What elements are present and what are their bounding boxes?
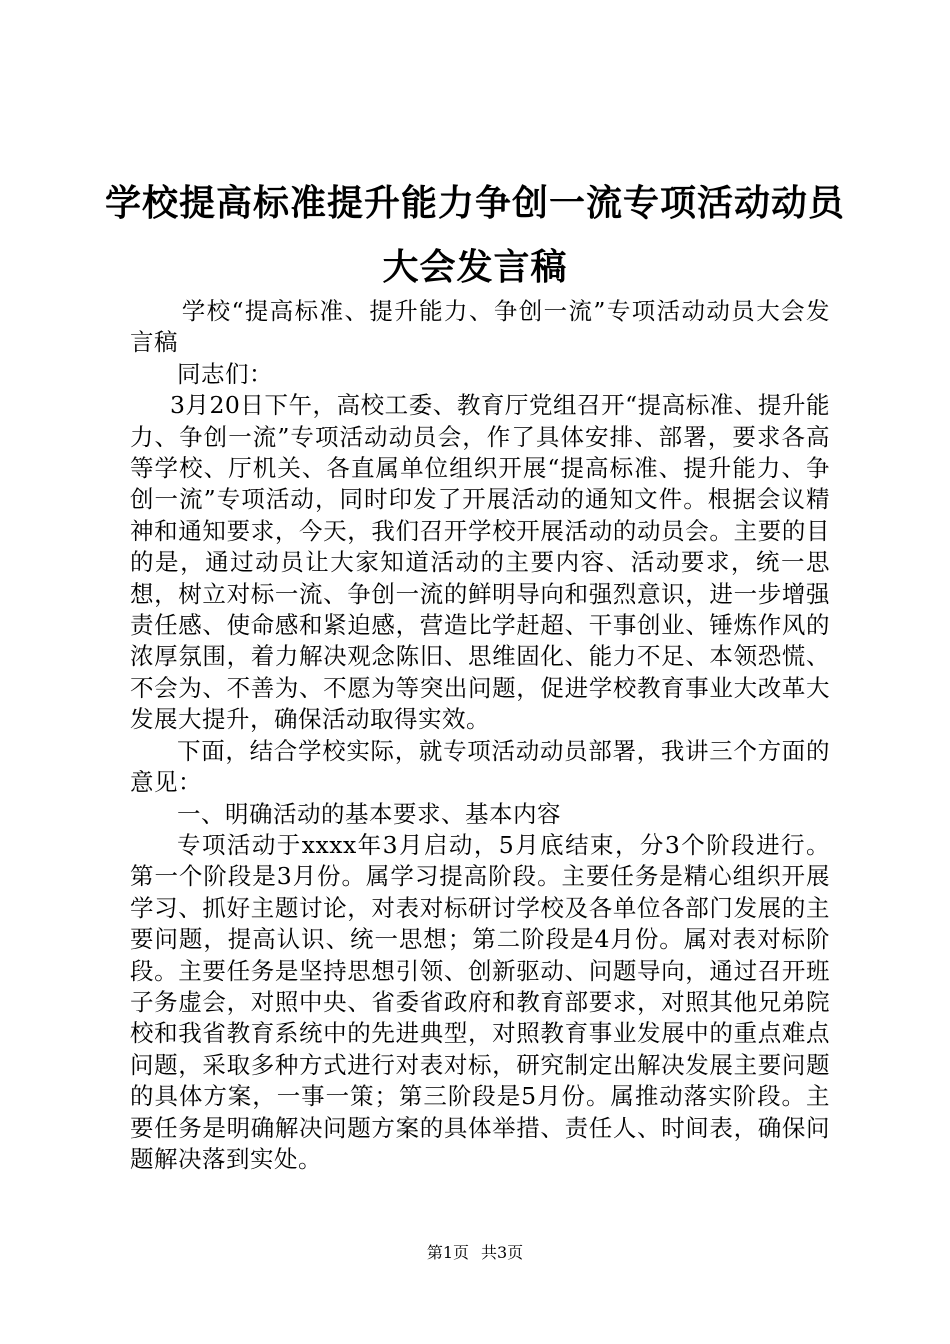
paragraph-salutation: 同志们： (177, 359, 273, 388)
document-title-line-2: 大会发言稿 (382, 247, 568, 288)
paragraph-activity-stages: 专项活动于xxxx年3月启动，5月底结束，分3个阶段进行。第一个阶段是3月份。属学习提高阶段。主要任务是精心组织开展学习、抓好主题讨论，对表对标研讨学校及各单位各部门发展的主要问题，提高认识、统一思想；第二阶段是4月份。属对表对标阶段。主要任务是坚持思想引领、创新驱动、问题导向，通过召开班子务虚会，对照中央、省委省政府和教育部要求，对照其他兄弟院校和我省教育系统中的先进典型，对照教育事业发展中的重点难点问题，采取多种方式进行对表对标，研究制定出解决发展主要问题的具体方案，一事一策；第三阶段是5月份。属推动落实阶段。主要任务是明确解决问题方案的具体举措、责任人、时间表，确保问题解决落到实处。 (130, 830, 830, 1173)
document-title-line-1: 学校提高标准提升能力争创一流专项活动动员 (104, 183, 845, 224)
page-number: 第1页 (426, 1243, 469, 1262)
document-body (130, 296, 830, 1175)
page-footer (0, 1242, 950, 1264)
paragraph-background: 3月20日下午，高校工委、教育厅党组召开“提高标准、提升能力、争创一流”专项活动动员会，作了具体安排、部署，要求各高等学校、厅机关、各直属单位组织开展“提高标准、提升能力、争创一流”专项活动，同时印发了开展活动的通知文件。根据会议精神和通知要求，今天，我们召开学校开展活动的动员会。主要的目的是，通过动员让大家知道活动的主要内容、活动要求，统一思想，树立对标一流、争创一流的鲜明导向和强烈意识，进一步增强责任感、使命感和紧迫感，营造比学赶超、干事创业、锤炼作风的浓厚氛围，着力解决观念陈旧、思维固化、能力不足、本领恐慌、不会为、不善为、不愿为等突出问题，促进学校教育事业大改革大发展大提升，确保活动取得实效。 (130, 391, 830, 734)
page-total: 共3页 (481, 1243, 524, 1262)
paragraph-subtitle: 学校“提高标准、提升能力、争创一流”专项活动动员大会发言稿 (130, 297, 830, 357)
section-heading-1: 一、明确活动的基本要求、基本内容 (177, 799, 561, 828)
paragraph-transition: 下面，结合学校实际，就专项活动动员部署，我讲三个方面的意见： (130, 736, 830, 797)
